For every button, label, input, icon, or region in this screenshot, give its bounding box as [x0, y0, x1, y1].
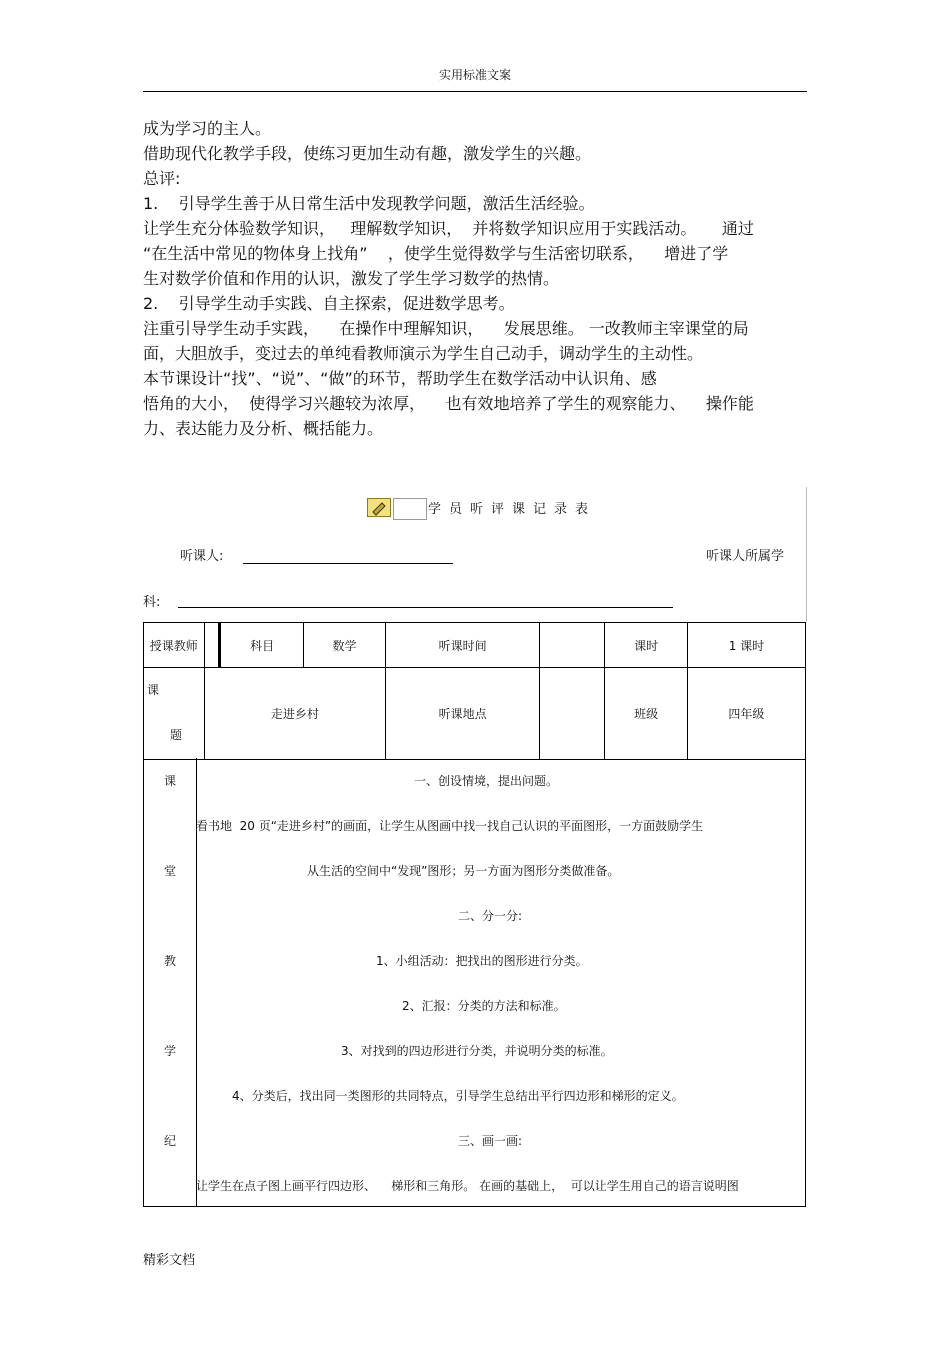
info-table — [143, 622, 806, 760]
teaching-record — [143, 758, 806, 1207]
form-title: 学员听评课记录表 — [428, 502, 597, 517]
record-line: 看书地 20 页“走进乡村”的画面，让学生从图画中找一找自己认识的平面图形，一方面鼓励学生 — [196, 819, 704, 833]
side-char: 学 — [164, 1044, 177, 1058]
table-cell: 数学 — [303, 623, 385, 668]
table-cell: 科目 — [220, 623, 303, 668]
paragraph: 成为学习的主人。 — [143, 119, 272, 138]
table-cell: 1 课时 — [687, 623, 805, 668]
paragraph: 生对数学价值和作用的认识，激发了学生学习数学的热情。 — [143, 269, 560, 288]
logo-frame — [393, 498, 427, 520]
table-cell: 听课时间 — [386, 623, 540, 668]
record-line: 4、分类后，找出同一类图形的共同特点，引导学生总结出平行四边形和梯形的定义。 — [232, 1089, 684, 1103]
record-line: 二、分一分: — [458, 909, 523, 923]
record-line: 2、汇报：分类的方法和标准。 — [402, 999, 566, 1013]
paragraph: 2. 引导学生动手实践、自主探索，促进数学思考。 — [143, 294, 515, 313]
side-char: 教 — [164, 954, 177, 968]
record-line: 从生活的空间中“发现”图形；另一方面为图形分类做准备。 — [307, 864, 620, 878]
page-header: 实用标准文案 — [438, 68, 511, 82]
paragraph: 力、表达能力及分析、概括能力。 — [143, 419, 384, 438]
dept-label: 听课人所属学 — [706, 549, 785, 564]
pencil-icon — [367, 498, 391, 517]
paragraph: 悟角的大小， 使得学习兴趣较为浓厚， 也有效地培养了学生的观察能力、 操作能 — [143, 394, 754, 413]
record-side-label — [144, 758, 197, 1206]
place-value — [540, 668, 605, 760]
form-header — [143, 487, 807, 622]
record-line: 1、小组活动：把找出的图形进行分类。 — [376, 954, 588, 968]
listener-field[interactable] — [243, 563, 453, 564]
table-cell — [540, 623, 605, 668]
table-cell: 授课教师 — [144, 623, 205, 668]
place-label: 听课地点 — [386, 668, 540, 760]
topic-label-bottom: 题 — [170, 728, 183, 742]
paragraph: 面，大胆放手，变过去的单纯看教师演示为学生自己动手，调动学生的主动性。 — [143, 344, 704, 363]
body-text — [143, 116, 807, 441]
table-cell — [204, 623, 220, 668]
page-footer: 精彩文档 — [143, 1253, 196, 1268]
table-row — [144, 623, 806, 668]
topic-label-top: 课 — [147, 683, 160, 697]
paragraph: 1. 引导学生善于从日常生活中发现教学问题，激活生活经验。 — [143, 194, 595, 213]
side-char: 堂 — [164, 864, 177, 878]
topic-label-cell — [144, 668, 205, 760]
table-row — [144, 668, 806, 760]
class-label: 班级 — [605, 668, 687, 760]
paragraph: 让学生充分体验数学知识， 理解数学知识， 并将数学知识应用于实践活动。 通过 — [143, 219, 754, 238]
record-line: 让学生在点子图上画平行四边形、 梯形和三角形。 在画的基础上， 可以让学生用自己的语言说明图 — [196, 1179, 739, 1193]
table-cell: 课时 — [605, 623, 687, 668]
subject-label: 科: — [143, 595, 161, 610]
record-line: 3、对找到的四边形进行分类，并说明分类的标准。 — [341, 1044, 613, 1058]
class-value: 四年级 — [687, 668, 805, 760]
side-char: 课 — [164, 774, 177, 788]
topic-value: 走进乡村 — [204, 668, 386, 760]
paragraph: “在生活中常见的物体身上找角” ，使学生觉得数学与生活密切联系， 增进了学 — [143, 244, 729, 263]
paragraph: 本节课设计“找”、“说”、“做”的环节，帮助学生在数学活动中认识角、感 — [143, 369, 657, 388]
header-rule — [143, 91, 807, 92]
subject-field[interactable] — [178, 607, 673, 608]
paragraph: 总评: — [143, 169, 181, 188]
record-line: 一、创设情境，提出问题。 — [414, 774, 559, 788]
record-line: 三、画一画: — [458, 1134, 523, 1148]
listener-label: 听课人: — [180, 549, 224, 564]
side-char: 纪 — [164, 1134, 177, 1148]
paragraph: 借助现代化教学手段，使练习更加生动有趣，激发学生的兴趣。 — [143, 144, 592, 163]
paragraph: 注重引导学生动手实践， 在操作中理解知识， 发展思维。 一改教师主宰课堂的局 — [143, 319, 749, 338]
evaluation-form — [143, 487, 807, 1207]
